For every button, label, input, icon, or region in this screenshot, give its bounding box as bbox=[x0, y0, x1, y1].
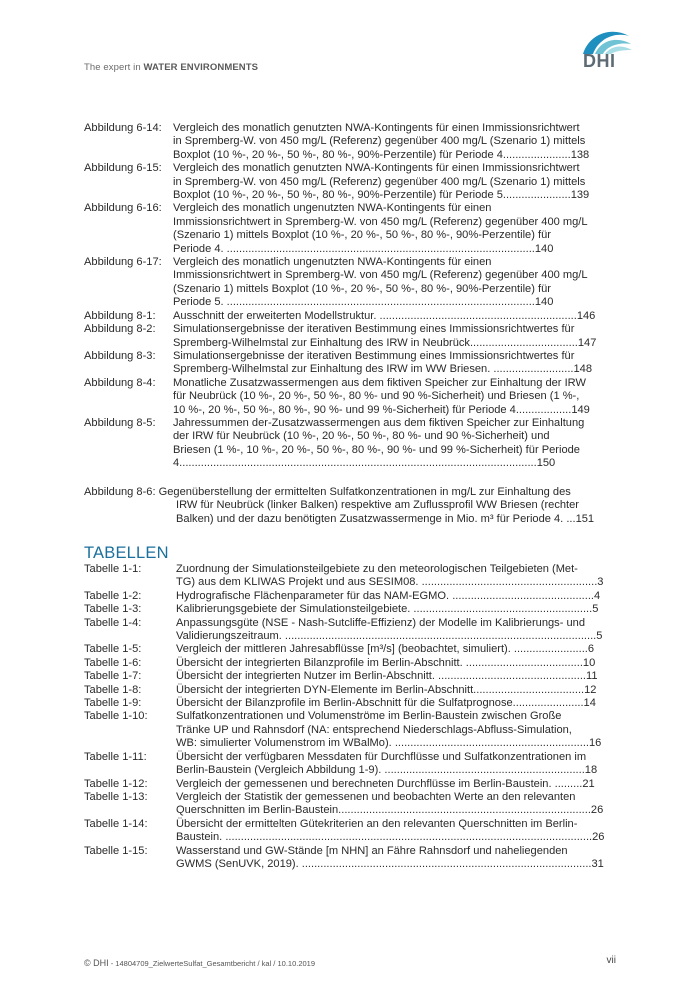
entry-label: Abbildung 8-1: bbox=[84, 309, 156, 322]
entry-line: Simulationsergebnisse der iterativen Bestimmung eines Immissionsrichtwertes für bbox=[173, 349, 575, 362]
entry-line: der IRW für Neubrück (10 %-, 20 %-, 50 %-, 80 %- und 90 %-Sicherheit) und bbox=[173, 430, 550, 443]
entry-line: Vergleich der Statistik der gemessenen und beobachten Werte an den relevanten bbox=[176, 790, 576, 803]
entry-line: TG) aus dem KLIWAS Projekt und aus SESIM08. .........................................................3 bbox=[176, 576, 604, 589]
table-entry[interactable] bbox=[84, 845, 616, 872]
entry-line: WB: simulierter Volumenstrom im WBalMo). ...............................................................16 bbox=[176, 737, 602, 750]
table-entry[interactable] bbox=[84, 778, 616, 791]
table-entry[interactable] bbox=[84, 617, 616, 644]
figure-entry[interactable] bbox=[84, 417, 616, 471]
entry-text bbox=[173, 162, 616, 202]
entry-label: Abbildung 6-14: bbox=[84, 122, 162, 134]
entry-text bbox=[176, 563, 616, 590]
entry-label: Tabelle 1-4: bbox=[84, 616, 142, 629]
entry-label: Tabelle 1-13: bbox=[84, 790, 148, 803]
entry-line: Übersicht der ermittelten Gütekriterien an den relevanten Querschnitten im Berlin- bbox=[176, 817, 578, 830]
entry-line: Übersicht der integrierten Nutzer im Berlin-Abschnitt. ................................................11 bbox=[176, 670, 598, 683]
entry-label: Tabelle 1-6: bbox=[84, 656, 142, 669]
entry-line: Monatliche Zusatzwassermengen aus dem fiktiven Speicher zur Einhaltung der IRW bbox=[173, 376, 586, 389]
table-entry[interactable] bbox=[84, 818, 616, 845]
entry-line: Zuordnung der Simulationsteilgebiete zu den meteorologischen Teilgebieten (Met- bbox=[176, 563, 578, 575]
entry-text bbox=[176, 643, 616, 656]
entry-line: Hydrografische Flächenparameter für das NAM-EGMO. ..............................................4 bbox=[176, 589, 601, 602]
figure-8-6-line: Balken) und der dazu benötigten Zusatzwassermenge in Mio. m³ für Periode 4. ...151 bbox=[176, 512, 595, 525]
entry-text bbox=[176, 657, 616, 670]
table-entry[interactable] bbox=[84, 697, 616, 710]
table-entry[interactable] bbox=[84, 643, 616, 656]
table-entry[interactable] bbox=[84, 710, 616, 750]
entry-text bbox=[173, 310, 616, 323]
entry-line: Wasserstand und GW-Stände [m NHN] an Fähre Rahnsdorf und naheliegenden bbox=[176, 844, 568, 857]
entry-label: Abbildung 6-16: bbox=[84, 202, 162, 215]
entry-line: Periode 5. ....................................................................................................140 bbox=[173, 296, 554, 309]
entry-line: (Szenario 1) mittels Boxplot (10 %-, 20 %-, 50 %-, 80 %-, 90%-Perzentile) für bbox=[173, 229, 551, 242]
figure-entry[interactable] bbox=[84, 350, 616, 377]
entry-text bbox=[173, 202, 616, 256]
entry-line: Sulfatkonzentrationen und Volumenströme im Berlin-Baustein zwischen Große bbox=[176, 710, 562, 723]
entry-text bbox=[176, 590, 616, 603]
entry-text bbox=[173, 256, 616, 310]
entry-line: Tränke UP und Rahnsdorf (NA: entsprechend Niederschlags-Abfluss-Simulation, bbox=[176, 723, 572, 736]
table-entry[interactable] bbox=[84, 670, 616, 683]
entry-line: für Neubrück (10 %-, 20 %-, 50 %-, 80 %- und 90 %-Sicherheit) und Briesen (1 %-, bbox=[173, 390, 580, 403]
entry-text bbox=[176, 845, 616, 872]
entry-line: Briesen (1 %-, 10 %-, 20 %-, 50 %-, 80 %-, 90 %- und 99 %-Sicherheit) für Periode bbox=[173, 443, 580, 456]
entry-line: Boxplot (10 %-, 20 %-, 50 %-, 80 %-, 90%-Perzentile) für Periode 5......................139 bbox=[173, 189, 590, 202]
entry-line: Anpassungsgüte (NSE - Nash-Sutcliffe-Effizienz) der Modelle im Kalibrierungs- und bbox=[176, 616, 586, 629]
entry-line: Validierungszeitraum. .....................................................................................................5 bbox=[176, 630, 603, 643]
entry-label: Tabelle 1-2: bbox=[84, 589, 142, 602]
table-entry[interactable] bbox=[84, 791, 616, 818]
entry-line: Übersicht der Bilanzprofile im Berlin-Abschnitt für die Sulfatprognose.......................14 bbox=[176, 697, 596, 710]
entry-line: in Spremberg-W. von 450 mg/L (Referenz) gegenüber 400 mg/L (Szenario 1) mittels bbox=[173, 175, 586, 188]
entry-label: Tabelle 1-12: bbox=[84, 777, 148, 790]
entry-text bbox=[173, 377, 616, 417]
figure-entry[interactable] bbox=[84, 122, 616, 162]
entry-label: Tabelle 1-11: bbox=[84, 750, 147, 763]
tables-heading: TABELLEN bbox=[84, 544, 169, 562]
entry-text bbox=[176, 617, 616, 644]
entry-label: Tabelle 1-15: bbox=[84, 844, 148, 857]
entry-label: Abbildung 6-15: bbox=[84, 162, 162, 175]
entry-label: Tabelle 1-3: bbox=[84, 603, 142, 616]
tagline-bold: WATER ENVIRONMENTS bbox=[143, 62, 259, 73]
figure-8-6-first-line: Abbildung 8-6: Gegenüberstellung der ermittelten Sulfatkonzentrationen in mg/L zur Einhaltung des bbox=[84, 486, 571, 498]
entry-line: 10 %-, 20 %-, 50 %-, 80 %-, 90 %- und 99 %-Sicherheit) für Periode 4..................149 bbox=[173, 403, 590, 416]
figure-8-6-line: IRW für Neubrück (linker Balken) respektive am Zuflussprofil WW Briesen (rechter bbox=[176, 499, 579, 512]
table-entry[interactable] bbox=[84, 603, 616, 616]
entry-line: in Spremberg-W. von 450 mg/L (Referenz) gegenüber 400 mg/L (Szenario 1) mittels bbox=[173, 135, 586, 148]
entry-line: Berlin-Baustein (Vergleich Abbildung 1-9). .................................................................18 bbox=[176, 764, 598, 777]
table-list bbox=[84, 563, 616, 871]
entry-label: Tabelle 1-5: bbox=[84, 643, 142, 656]
entry-text bbox=[176, 710, 616, 750]
footer-reference bbox=[84, 958, 315, 968]
entry-label: Tabelle 1-10: bbox=[84, 710, 148, 723]
table-entry[interactable] bbox=[84, 657, 616, 670]
entry-line: 4....................................................................................................................150 bbox=[173, 457, 556, 470]
entry-text bbox=[176, 603, 616, 616]
entry-text bbox=[173, 417, 616, 471]
entry-label: Abbildung 8-5: bbox=[84, 416, 156, 429]
entry-line: Jahressummen der-Zusatzwassermengen aus dem fiktiven Speicher zur Einhaltung bbox=[173, 416, 585, 429]
entry-label: Tabelle 1-7: bbox=[84, 670, 142, 683]
entry-text bbox=[176, 670, 616, 683]
table-entry[interactable] bbox=[84, 563, 616, 590]
table-entry[interactable] bbox=[84, 590, 616, 603]
tagline-prefix: The expert in bbox=[84, 62, 144, 73]
figure-list bbox=[84, 122, 616, 471]
footer-doc-ref: - 14804709_ZielwerteSulfat_Gesamtbericht / kal / 10.10.2019 bbox=[108, 959, 316, 968]
entry-line: Querschnitten im Berlin-Baustein..................................................................................26 bbox=[176, 804, 604, 817]
entry-line: Vergleich des monatlich genutzten NWA-Kontingents für einen Immissionsrichtwert bbox=[173, 162, 580, 175]
figure-entry[interactable] bbox=[84, 377, 616, 417]
entry-line: (Szenario 1) mittels Boxplot (10 %-, 20 %-, 50 %-, 80 %-, 90%-Perzentile) für bbox=[173, 282, 551, 295]
entry-line: Immissionsrichtwert in Spremberg-W. von 450 mg/L (Referenz) gegenüber 400 mg/L bbox=[173, 269, 588, 282]
entry-line: Spremberg-Wilhelmstal zur Einhaltung des IRW in Neubrück...................................147 bbox=[173, 336, 597, 349]
figure-entry[interactable] bbox=[84, 162, 616, 202]
entry-label: Abbildung 8-2: bbox=[84, 323, 156, 336]
entry-line: Übersicht der verfügbaren Messdaten für Durchflüsse und Sulfatkonzentrationen im bbox=[176, 750, 587, 763]
entry-label: Tabelle 1-8: bbox=[84, 683, 142, 696]
entry-line: Boxplot (10 %-, 20 %-, 50 %-, 80 %-, 90%-Perzentile) für Periode 4......................138 bbox=[173, 148, 590, 161]
page-number: vii bbox=[606, 955, 616, 966]
figure-entry[interactable] bbox=[84, 310, 616, 323]
figure-8-6-entry bbox=[84, 486, 616, 526]
figure-entry[interactable] bbox=[84, 323, 616, 350]
entry-line: Simulationsergebnisse der iterativen Bestimmung eines Immissionsrichtwertes für bbox=[173, 323, 575, 336]
entry-text bbox=[176, 751, 616, 778]
figure-entry[interactable] bbox=[84, 202, 616, 256]
entry-text bbox=[176, 778, 616, 791]
header-tagline bbox=[84, 62, 258, 73]
entry-line: Übersicht der integrierten DYN-Elemente im Berlin-Abschnitt....................................12 bbox=[176, 683, 597, 696]
entry-text bbox=[173, 323, 616, 350]
figure-entry[interactable] bbox=[84, 256, 616, 310]
entry-line: GWMS (SenUVK, 2019). ..............................................................................................31 bbox=[176, 857, 604, 870]
entry-line: Baustein. .......................................................................................................................26 bbox=[176, 831, 605, 844]
entry-text bbox=[176, 818, 616, 845]
entry-label: Tabelle 1-14: bbox=[84, 817, 148, 830]
table-entry[interactable] bbox=[84, 684, 616, 697]
entry-line: Ausschnitt der erweiterten Modellstruktur. ................................................................146 bbox=[173, 309, 596, 322]
entry-line: Immissionsrichtwert in Spremberg-W. von 450 mg/L (Referenz) gegenüber 400 mg/L bbox=[173, 215, 588, 228]
entry-text bbox=[176, 684, 616, 697]
entry-text bbox=[176, 697, 616, 710]
entry-line: Periode 4. ....................................................................................................140 bbox=[173, 242, 554, 255]
entry-line: Spremberg-Wilhelmstal zur Einhaltung des IRW im WW Briesen. ..........................148 bbox=[173, 363, 593, 376]
entry-label: Abbildung 6-17: bbox=[84, 256, 162, 269]
entry-text bbox=[173, 122, 616, 162]
entry-label: Abbildung 8-4: bbox=[84, 376, 156, 389]
entry-text bbox=[176, 791, 616, 818]
entry-line: Vergleich des monatlich ungenutzten NWA-Kontingents für einen bbox=[173, 256, 492, 269]
entry-line: Vergleich des monatlich ungenutzten NWA-Kontingents für einen bbox=[173, 202, 492, 215]
entry-text bbox=[173, 350, 616, 377]
entry-line: Kalibrierungsgebiete der Simulationsteilgebiete. ..........................................................5 bbox=[176, 603, 599, 616]
footer-company: DHI bbox=[90, 958, 109, 968]
entry-label: Abbildung 8-3: bbox=[84, 349, 156, 362]
table-entry[interactable] bbox=[84, 751, 616, 778]
entry-line: Vergleich des monatlich genutzten NWA-Kontingents für einen Immissionsrichtwert bbox=[173, 122, 580, 134]
entry-label: Tabelle 1-9: bbox=[84, 697, 142, 710]
entry-line: Übersicht der integrierten Bilanzprofile im Berlin-Abschnitt. ......................................10 bbox=[176, 656, 596, 669]
entry-label: Tabelle 1-1: bbox=[84, 563, 142, 575]
entry-line: Vergleich der gemessenen und berechneten Durchflüsse im Berlin-Baustein. .........21 bbox=[176, 777, 595, 790]
entry-line: Vergleich der mittleren Jahresabflüsse [m³/s] (beobachtet, simuliert). ........................6 bbox=[176, 643, 595, 656]
dhi-logo-text: DHI bbox=[583, 51, 616, 71]
copyright-symbol: © bbox=[84, 958, 91, 968]
